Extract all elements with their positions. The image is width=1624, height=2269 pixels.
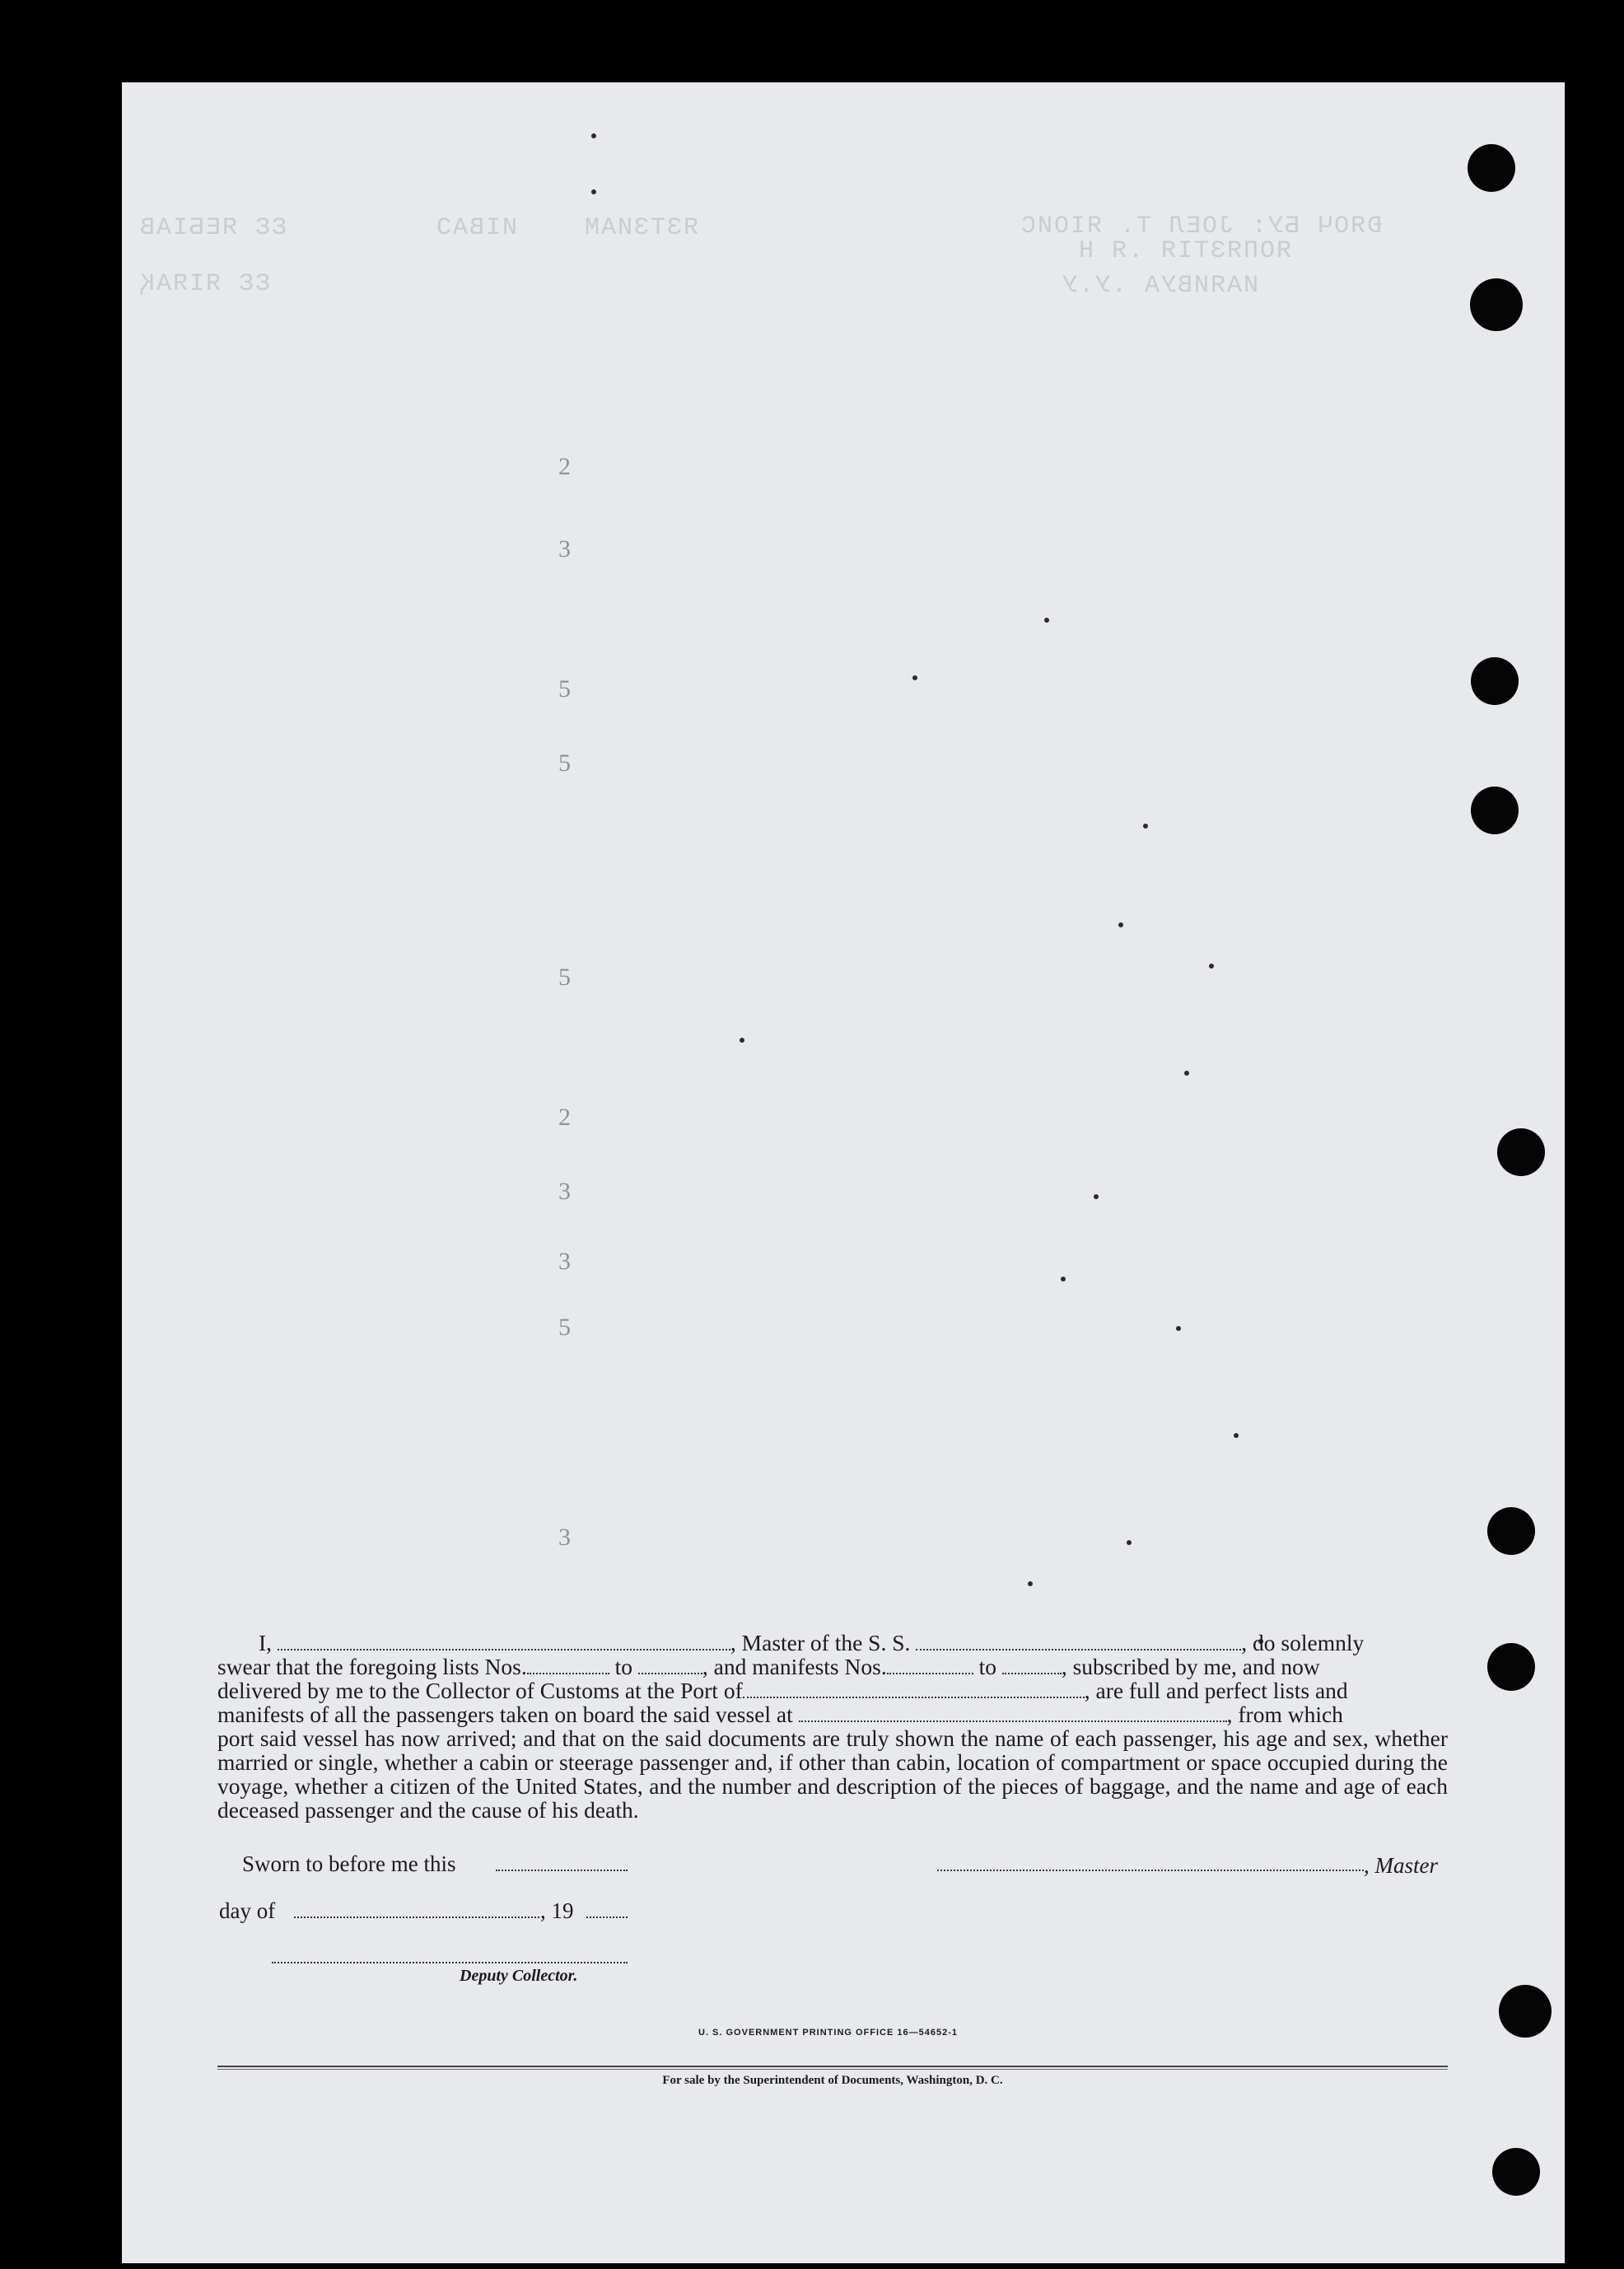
oath-text: to [614,1654,633,1679]
deputy-collector-signature-blank[interactable] [272,1962,628,1963]
punch-hole [1471,657,1519,705]
punch-hole [1487,1643,1535,1691]
oath-text: to [978,1654,996,1679]
bleed-through-number: 5 [558,675,571,703]
bleed-through-text: ЯЗТЗИАМ [583,214,699,242]
oath-text: , Master of the S. S. [730,1630,911,1655]
oath-text: I, [259,1630,273,1655]
month-blank[interactable] [294,1917,539,1918]
oath-line-3 [217,1678,1448,1702]
ink-speck [1028,1581,1033,1586]
manifest-to-blank[interactable] [1002,1673,1062,1674]
ink-speck [912,675,917,680]
punch-hole [1492,2148,1540,2196]
ink-speck [1176,1326,1181,1331]
oath-body: port said vessel has now arrived; and that on the said documents are truly shown the name of each passenger, his age and sex, whether married or single, whether a cabin or steerage passenger and, if other than cabin, location of compartment or space occupied during the voyage, whether a citizen of the United States, and the number and description of the pieces of baggage, and the name and age of each deceased passenger and the cause of his death. [217,1725,1448,1823]
master-oath [217,1631,1448,1822]
year-label: , 19 [540,1898,574,1923]
punch-hole [1499,1985,1552,2038]
ink-speck [1044,618,1049,623]
oath-text: , and manifests Nos. [702,1654,887,1679]
oath-text: delivered by me to the Collector of Customs at the Port of [217,1678,743,1703]
list-from-blank[interactable] [527,1673,609,1674]
bleed-through-number: 3 [558,1248,571,1275]
oath-line-1 [217,1631,1448,1655]
master-label: , Master [1364,1853,1438,1878]
oath-text: , do solemnly [1241,1630,1365,1655]
deputy-collector-label: Deputy Collector. [460,1967,578,1985]
bleed-through-number: 2 [558,1104,571,1131]
bleed-through-number: 5 [558,964,571,991]
punch-hole [1471,787,1519,834]
bleed-through-text: ИIBAƆ [435,214,518,242]
bleed-through-number: 5 [558,749,571,777]
sworn-label: Sworn to before me this [242,1851,456,1876]
ink-speck [1127,1540,1132,1545]
year-blank[interactable] [586,1917,628,1918]
ink-speck [1143,824,1148,829]
oath-line-4 [217,1702,1448,1726]
manifest-from-blank[interactable] [887,1673,973,1674]
footer-rule [217,2066,1448,2067]
oath-text: , from which [1226,1702,1343,1727]
footer-rule [217,2069,1448,2070]
bleed-through-number: 3 [558,1524,571,1551]
printing-office-line: U. S. GOVERNMENT PRINTING OFFICE 16—54652-1 [698,2028,959,2038]
punch-hole [1468,144,1515,192]
master-name-blank[interactable] [278,1649,730,1650]
list-to-blank[interactable] [638,1673,702,1674]
ink-speck [591,133,596,138]
oath-text: , are full and perfect lists and [1084,1678,1348,1703]
punch-hole [1487,1507,1535,1555]
sale-notice-row [217,2074,1448,2094]
bleed-through-number: 3 [558,1178,571,1205]
ink-speck [740,1038,744,1043]
bleed-through-text: ƐƐ ЯЕБІАВ [138,214,287,242]
bleed-through-text: ИАЯИВУА .У.У [1061,272,1259,300]
master-signature-blank[interactable] [937,1870,1364,1871]
bleed-through-text: ЯОПЯЗТІЯ .Я Н [1077,237,1292,265]
oath-line-2 [217,1655,1448,1678]
vessel-name-blank[interactable] [916,1649,1241,1650]
bleed-through-number: 2 [558,453,571,480]
bleed-through-text: ƐƐ ЯІЯАҚ [138,270,271,298]
ink-speck [1209,964,1214,969]
bleed-through-number: 5 [558,1314,571,1341]
bleed-through-text: ÐЯОЧ БУ: JОЕЛ Т. ЯІОИС [1020,212,1383,240]
ink-speck [1061,1277,1066,1282]
departure-port-blank[interactable] [799,1720,1227,1722]
ink-speck [1118,922,1123,927]
for-sale-notice: For sale by the Superintendent of Documents, Washington, D. C. [662,2074,1003,2087]
oath-text: , subscribed by me, and now [1061,1654,1320,1679]
port-blank[interactable] [743,1697,1085,1698]
ink-speck [591,189,596,194]
oath-text: swear that the foregoing lists Nos. [217,1654,527,1679]
day-of-label: day of [219,1898,276,1923]
sworn-day-blank[interactable] [496,1870,628,1871]
oath-text: manifests of all the passengers taken on board the said vessel at [217,1702,793,1727]
punch-hole [1470,278,1523,331]
ink-speck [1184,1071,1189,1076]
punch-hole [1497,1128,1545,1176]
manifest-sheet [122,82,1565,2263]
ink-speck [1234,1433,1239,1438]
bleed-through-number: 3 [558,535,571,563]
ink-speck [1094,1194,1099,1199]
